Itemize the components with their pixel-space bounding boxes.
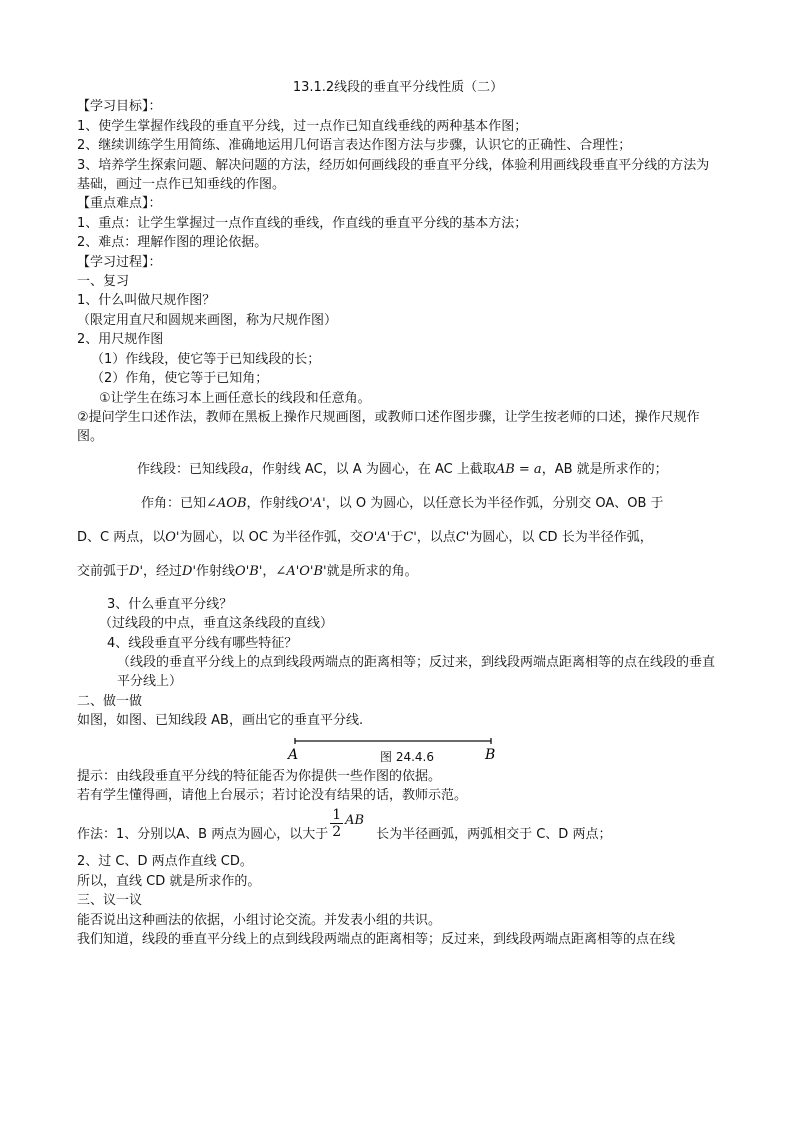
point-label-b: B: [485, 746, 496, 763]
angle-construction: 作角：已知∠AOB，作射线O'A'，以 O 为圆心，以任意长为半径作弧，分别交 OA、OB 于: [141, 495, 664, 511]
math-expression: O'A': [298, 495, 326, 511]
math-expression: C': [403, 529, 417, 545]
review-subitem: （1）作线段，使它等于已知线段的长；: [91, 351, 321, 367]
review-answer: （过线段的中点，垂直这条线段的直线）: [99, 616, 334, 632]
math-expression: C': [455, 529, 470, 545]
math-expression: D': [182, 563, 197, 579]
practice-heading: 二、做一做: [77, 693, 143, 709]
segment-figure: [77, 733, 719, 767]
practice-hint: 提示：由线段垂直平分线的特征能否为你提供一些作图的依据。: [77, 768, 442, 784]
review-answer: （线段的垂直平分线上的点到线段两端点的距离相等；反过来，到线段两端点距离相等的点在线段的垂直平分线上）: [117, 654, 716, 690]
goals-heading: 【学习目标】：: [77, 99, 162, 115]
discuss-paragraph: 我们知道，线段的垂直平分线上的点到线段两端点的距离相等；反过来，到线段两端点距离相等的点在线: [77, 932, 676, 947]
math-expression: O': [165, 529, 180, 545]
key-point-item: 2、难点：理解作图的理论依据。: [77, 235, 268, 251]
math-expression: ∠A'O'B': [275, 563, 327, 579]
review-subitem: （2）作角，使它等于已知角；: [91, 371, 269, 387]
practice-method: 作法：1、分别以A、B 两点为圆心，以大于 $\frac{1}{2}$ AB 长为半径画弧，两弧相交于 C、D 两点；: [77, 807, 612, 842]
key-point-item: 1、重点：让学生掌握过一点作直线的垂线，作直线的垂直平分线的基本方法；: [77, 215, 528, 231]
math-expression: a: [241, 461, 249, 477]
practice-show: 若有学生懂得画，请他上台展示；若讨论没有结果的话，教师示范。: [77, 787, 468, 803]
segment-construction: 作线段：已知线段a，作射线 AC，以 A 为圆心，在 AC 上截取AB = a，AB 就是所求作的；: [137, 461, 668, 477]
page-title: 13.1.2线段的垂直平分线性质（二）: [292, 80, 504, 95]
practice-conclusion: 所以，直线 CD 就是所求作的。: [77, 873, 261, 889]
review-question: 1、什么叫做尺规作图？: [77, 293, 216, 309]
review-heading: 一、复习: [77, 274, 130, 290]
angle-construction: 交前弧于D'，经过D'作射线O'B'，∠A'O'B'就是所求的角。: [77, 563, 418, 579]
practice-intro: 如图，如图、已知线段 AB，画出它的垂直平分线.: [77, 713, 364, 729]
process-heading: 【学习过程】：: [77, 254, 162, 270]
document-page: [77, 78, 719, 949]
math-expression: D': [129, 563, 144, 579]
practice-step: 2、过 C、D 两点作直线 CD。: [77, 854, 253, 870]
review-note: ①让学生在练习本上画任意长的线段和任意角。: [99, 390, 371, 406]
angle-construction: D、C 两点，以O'为圆心，以 OC 为半径作弧，交O'A'于C'，以点C'为圆心，以 CD 长为半径作弧，: [77, 529, 653, 545]
review-note: ②提问学生口述作法，教师在黑板上操作尺规画图，或教师口述作图步骤，让学生按老师的口述，操作尺规作图。: [77, 409, 700, 445]
math-expression: AB = a: [495, 461, 542, 477]
goal-item: 3、培养学生探索问题、解决问题的方法，经历如何画线段的垂直平分线，体验利用画线段垂直平分线的方法为基础，画过一点作已知垂线的作图。: [77, 157, 710, 193]
review-question: 3、什么垂直平分线？: [107, 596, 233, 612]
goal-item: 1、使学生掌握作线段的垂直平分线，过一点作已知直线垂线的两种基本作图；: [77, 118, 528, 134]
math-expression: O'A': [363, 529, 391, 545]
math-expression: ∠AOB: [206, 495, 247, 511]
figure-caption: 图 24.4.6: [380, 749, 434, 764]
point-label-a: A: [288, 746, 299, 763]
math-expression: O'B': [235, 563, 263, 579]
discuss-heading: 三、议一议: [77, 893, 143, 909]
key-points-heading: 【重点难点】：: [77, 196, 162, 212]
review-answer: （限定用直尺和圆规来画图，称为尺规作图）: [77, 312, 338, 328]
goal-item: 2、继续训练学生用简练、准确地运用几何语言表达作图方法与步骤，认识它的正确性、合理性；: [77, 138, 632, 154]
review-question: 2、用尺规作图: [77, 332, 164, 348]
math-expression: AB: [345, 812, 365, 828]
review-question: 4、线段垂直平分线有哪些特征？: [107, 635, 298, 651]
discuss-paragraph: 能否说出这种画法的依据，小组讨论交流。并发表小组的共识。: [77, 912, 442, 928]
fraction-half: $\frac{1}{2}$: [332, 807, 342, 841]
